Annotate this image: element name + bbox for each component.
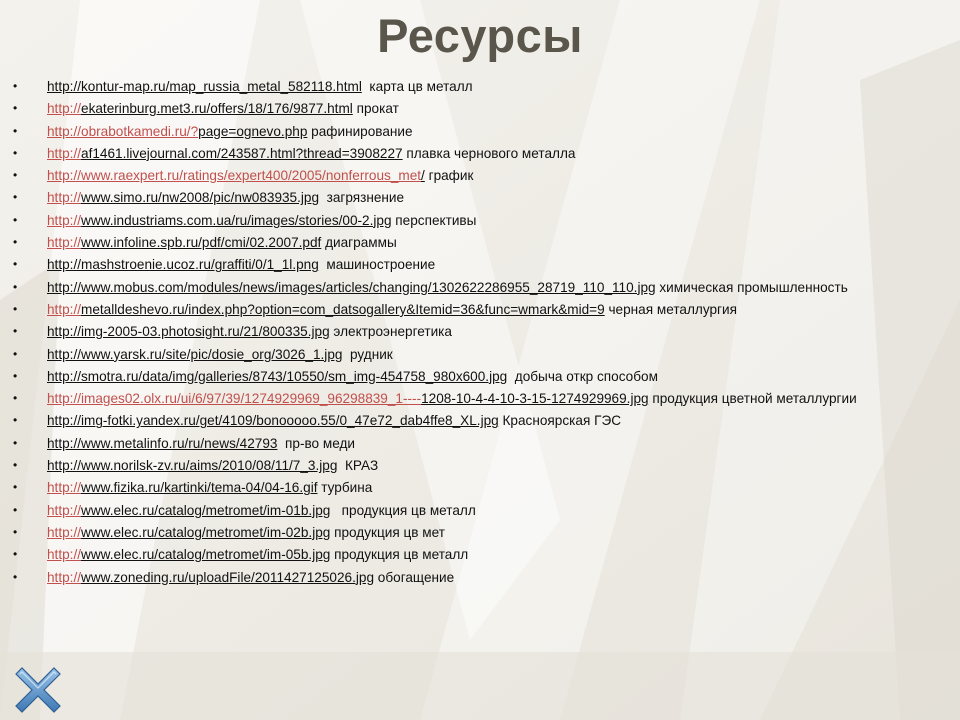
link-url[interactable]: http://smotra.ru/data/img/galleries/8743/10550/sm_img-454758_980x600.jpg	[47, 368, 508, 384]
bullet-icon: •	[13, 435, 18, 450]
link-description: пр-во меди	[277, 435, 356, 451]
list-item	[10, 78, 930, 95]
link-url[interactable]: www.infoline.spb.ru/pdf/cmi/02.2007.pdf	[81, 235, 322, 251]
link-url[interactable]: http://img-2005-03.photosight.ru/21/800335.jpg	[47, 324, 330, 340]
bullet-icon: •	[13, 301, 18, 316]
list-item	[10, 145, 930, 162]
link-description: обогащение	[374, 569, 455, 585]
list-item	[10, 234, 930, 251]
link-description: химическая промышленность	[655, 279, 848, 295]
link-description: карта цв металл	[361, 79, 473, 94]
link-description: машиностроение	[318, 257, 436, 273]
link-url[interactable]: www.zoneding.ru/uploadFile/2011427125026.jpg	[81, 569, 375, 585]
link-url[interactable]: 1208-10-4-4-10-3-15-1274929969.jpg	[421, 391, 649, 407]
link-url[interactable]: www.elec.ru/catalog/metromet/im-02b.jpg	[81, 524, 331, 540]
link-description: КРАЗ	[337, 458, 379, 474]
bullet-icon: •	[13, 547, 18, 562]
link-url[interactable]: page=ognevo.php	[198, 123, 308, 139]
link-description: прокат	[352, 101, 399, 117]
list-item	[10, 256, 930, 273]
link-description: продукция цв металл	[330, 502, 476, 518]
list-item	[10, 412, 930, 429]
link-description: черная металлургия	[604, 301, 737, 317]
link-url-prefix[interactable]: http://	[47, 480, 82, 496]
link-url[interactable]: http://www.yarsk.ru/site/pic/dosie_org/3026_1.jpg	[47, 346, 343, 362]
link-url[interactable]: http://www.norilsk-zv.ru/aims/2010/08/11/7_3.jpg	[47, 458, 338, 474]
bullet-icon: •	[13, 502, 18, 517]
link-description: продукция цв металл	[330, 547, 469, 563]
bullet-icon: •	[13, 569, 18, 584]
bullet-icon: •	[13, 79, 18, 93]
link-url[interactable]: www.simo.ru/nw2008/pic/nw083935.jpg	[81, 190, 320, 206]
close-x-icon[interactable]	[12, 664, 64, 716]
link-description: электроэнергетика	[329, 324, 452, 340]
link-description: загрязнение	[319, 190, 405, 206]
list-item	[10, 189, 930, 206]
bullet-icon: •	[13, 212, 18, 227]
bullet-icon: •	[13, 458, 18, 473]
link-url-prefix[interactable]: http://	[47, 101, 82, 117]
link-url-prefix[interactable]: http://	[47, 212, 82, 228]
list-item	[10, 167, 930, 184]
link-url-prefix[interactable]: http://obrabotkamedi.ru/?	[47, 123, 199, 139]
link-url[interactable]: http://www.mobus.com/modules/news/images/articles/changing/1302622286955_28719_110_110.jpg	[47, 279, 656, 295]
list-item	[10, 546, 930, 563]
bullet-icon: •	[13, 346, 18, 361]
bullet-icon: •	[13, 257, 18, 272]
link-url-prefix[interactable]: http://	[47, 547, 82, 563]
link-url-prefix[interactable]: http://www.raexpert.ru/ratings/expert400/2005/nonferrous_met	[47, 168, 422, 184]
bullet-icon: •	[13, 480, 18, 495]
link-description: турбина	[317, 480, 373, 496]
link-description: добыча откр способом	[507, 368, 658, 384]
link-url[interactable]: af1461.livejournal.com/243587.html?thread=3908227	[81, 145, 403, 161]
list-item	[10, 435, 930, 452]
link-url[interactable]: /	[421, 168, 425, 184]
resource-list	[10, 78, 930, 591]
bullet-icon: •	[13, 145, 18, 160]
link-description: плавка чернового металла	[402, 145, 576, 161]
list-item	[10, 502, 930, 519]
link-url-prefix[interactable]: http://	[47, 235, 82, 251]
link-url-prefix[interactable]: http://	[47, 301, 82, 317]
list-item	[10, 123, 930, 140]
link-description: график	[424, 168, 474, 184]
list-item	[10, 390, 930, 407]
link-description: диаграммы	[321, 235, 397, 251]
link-url-prefix[interactable]: http://	[47, 524, 82, 540]
bullet-icon: •	[13, 413, 18, 428]
bullet-icon: •	[13, 279, 18, 294]
bullet-icon: •	[13, 391, 18, 406]
list-item	[10, 212, 930, 229]
link-description: рудник	[342, 346, 393, 362]
link-url-prefix[interactable]: http://	[47, 145, 82, 161]
link-description: Красноярская ГЭС	[498, 413, 622, 429]
link-url[interactable]: metalldeshevo.ru/index.php?option=com_datsogallery&Itemid=36&func=wmark&mid=9	[81, 301, 605, 317]
bullet-icon: •	[13, 368, 18, 383]
list-item	[10, 368, 930, 385]
list-item	[10, 569, 930, 586]
link-url[interactable]: http://img-fotki.yandex.ru/get/4109/bonooooo.55/0_47e72_dab4ffe8_XL.jpg	[47, 413, 499, 429]
link-description: перспективы	[391, 212, 477, 228]
bullet-icon: •	[13, 101, 18, 116]
link-url[interactable]: http://kontur-map.ru/map_russia_metal_582118.html	[47, 79, 362, 94]
bullet-icon: •	[13, 524, 18, 539]
link-url[interactable]: www.elec.ru/catalog/metromet/im-01b.jpg	[81, 502, 331, 518]
link-description: продукция цв мет	[330, 524, 445, 540]
link-url[interactable]: http://www.metalinfo.ru/ru/news/42793	[47, 435, 278, 451]
link-url-prefix[interactable]: http://images02.olx.ru/ui/6/97/39/1274929969_96298839_1----	[47, 391, 422, 407]
link-description: продукция цветной металлургии	[648, 391, 857, 407]
bullet-icon: •	[13, 123, 18, 138]
bullet-icon: •	[13, 190, 18, 205]
bullet-icon: •	[13, 235, 18, 250]
link-url[interactable]: www.fizika.ru/kartinki/tema-04/04-16.gif	[81, 480, 318, 496]
link-url-prefix[interactable]: http://	[47, 502, 82, 518]
list-item	[10, 100, 930, 117]
list-item	[10, 346, 930, 363]
bullet-icon: •	[13, 168, 18, 183]
page-title: Ресурсы	[377, 9, 583, 62]
list-item	[10, 279, 930, 296]
list-item	[10, 524, 930, 541]
link-url-prefix[interactable]: http://	[47, 569, 82, 585]
link-url[interactable]: http://mashstroenie.ucoz.ru/graffiti/0/1_1l.png	[47, 257, 319, 273]
link-description: рафинирование	[307, 123, 413, 139]
bullet-icon: •	[13, 324, 18, 339]
link-url[interactable]: ekaterinburg.met3.ru/offers/18/176/9877.html	[81, 101, 353, 117]
list-item	[10, 323, 930, 340]
list-item	[10, 457, 930, 474]
list-item	[10, 301, 930, 318]
link-url[interactable]: www.industriams.com.ua/ru/images/stories/00-2.jpg	[81, 212, 392, 228]
link-url-prefix[interactable]: http://	[47, 190, 82, 206]
list-item	[10, 479, 930, 496]
link-url[interactable]: www.elec.ru/catalog/metromet/im-05b.jpg	[81, 547, 331, 563]
